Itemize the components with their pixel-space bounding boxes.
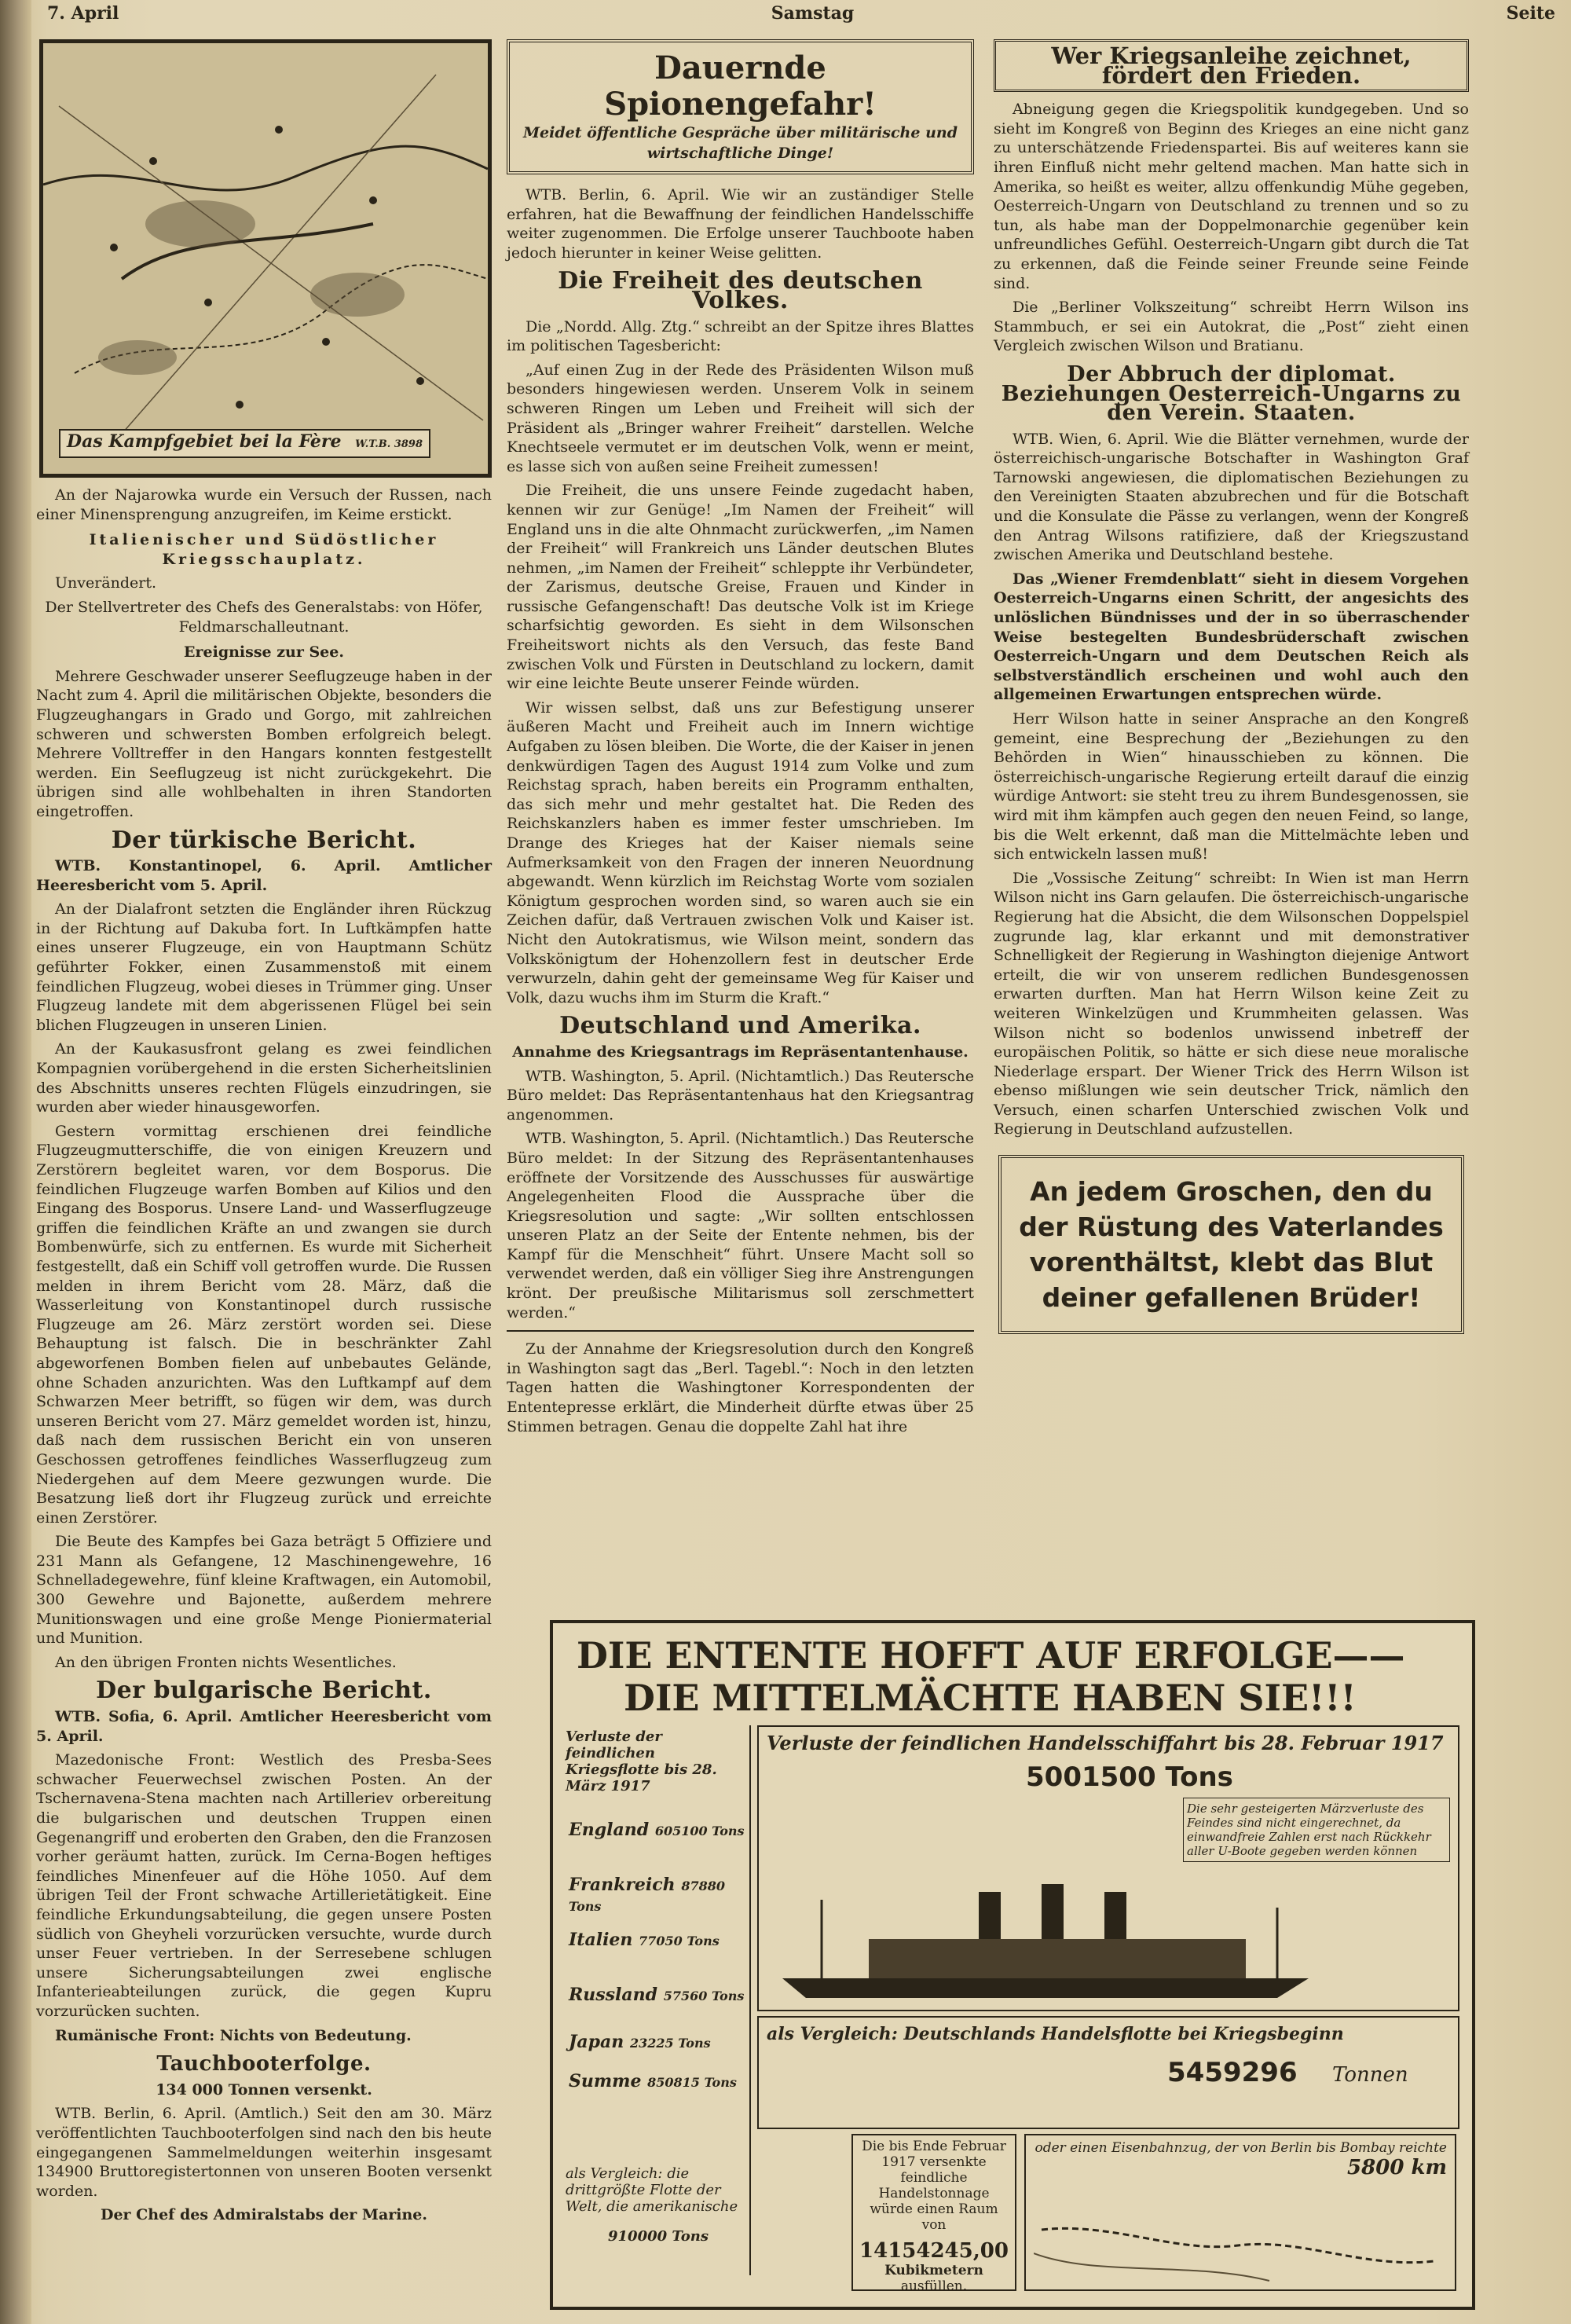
german-fleet-head: als Vergleich: Deutschlands Handelsflotte bei Kriegsbeginn [767, 2024, 1344, 2044]
loss-country: England [569, 1820, 650, 1840]
map-title: Das Kampfgebiet bei la Fère [67, 431, 342, 453]
merchant-losses-head: Verluste der feindlichen Handelsschiffahrt bis 28. Februar 1917 [767, 1732, 1444, 1754]
berlin-armament-text: WTB. Berlin, 6. April. Wie wir an zuständiger Stelle erfahren, hat die Bewaffnung der feindlichen Handelsschiffe weiter zugenommen. Die Erfolge unserer Tauchboote haben jedoch hierunter in keiner Weise gelitten. [507, 186, 974, 262]
train-comparison-value: 5800 km [1347, 2156, 1447, 2179]
loss-row-france [569, 1875, 749, 1915]
loss-country: Italien [569, 1930, 633, 1950]
column-left [36, 39, 492, 2230]
loss-row-england [569, 1820, 745, 1840]
loss-country: Summe [569, 2071, 642, 2091]
battle-map [39, 39, 492, 478]
loss-country: Frankreich [569, 1875, 676, 1895]
column-middle [507, 39, 974, 1441]
cubic-meters-text: Die bis Ende Februar 1917 versenkte feindliche Handelstonnage würde einen Raum von [862, 2139, 1006, 2233]
map-caption [59, 429, 430, 458]
german-fleet-value: 5459296 [1167, 2057, 1298, 2088]
divider [507, 1330, 974, 1332]
infographic-title [577, 1634, 1441, 1719]
amerika-heading: Deutschland und Amerika. [559, 1012, 921, 1040]
loss-country: Russland [569, 1985, 658, 2005]
us-fleet-value: 910000 Tons [608, 2228, 709, 2245]
turk-gaza: Die Beute des Kampfes bei Gaza beträgt 5 Offiziere und 231 Mann als Gefangene, 12 Maschinengewehre, 16 Schnelladegewehre, fünf kleine Kraftwagen, ein Automobil, 300 Gewehre und Bajonette, außerdem mehrere Munitionswagen und eine große Menge Pioniermaterial und Munition. [36, 1533, 492, 1648]
cubic-meters-unit: Kubikmetern [884, 2263, 983, 2278]
merchant-losses-note: Die sehr gesteigerten Märzverluste des Feindes sind nicht eingerechnet, da einwandfreie Zahlen erst nach Rückkehr aller U-Boote gegeben werden können [1183, 1798, 1450, 1862]
najarowka-text: An der Najarowka wurde ein Versuch der Russen, nach einer Minensprengung anzugreifen, im Keime erstickt. [36, 486, 492, 523]
cubic-meters-end: ausfüllen. [900, 2278, 968, 2294]
uboot-signature: Der Chef des Admiralstabs der Marine. [100, 2206, 428, 2224]
warship-losses-head: Verluste der feindlichen Kriegsflotte bis 28. März 1917 [566, 1728, 717, 1794]
sea-heading: Ereignisse zur See. [184, 643, 344, 662]
column-right [994, 39, 1469, 1334]
header-page: Seite [1506, 3, 1555, 24]
loss-value: 605100 Tons [654, 1824, 745, 1838]
turk-kaukasus: An der Kaukasusfront gelang es zwei feindlichen Kompagnien vorübergehend in die ersten Sicherheitslinien des Abschnitts unseres rechten Flügels einzudringen, sie wurden aber wieder hinausgeworfen. [36, 1040, 492, 1116]
amerika-subheading: Annahme des Kriegsantrags im Repräsentantenhause. [512, 1043, 969, 1061]
german-fleet-unit: Tonnen [1332, 2063, 1408, 2087]
ship-illustration [775, 1868, 1324, 2002]
loss-value: 57560 Tons [663, 1989, 745, 2003]
wien-text-2: Das „Wiener Fremdenblatt“ sieht in diesem Vorgehen Oesterreich-Ungarns einen Schritt, der angesichts des unlöslichen Bündnisses und der in so überraschender Weise bestegelten Bundesbrüderschaft zwischen Oesterreich-Ungarn und dem Deutschen Reich als selbstverständlich erscheinen und wohl auch den allgemeinen Erwartungen entsprechen würde. [994, 570, 1469, 704]
merchant-losses-value: 5001500 Tons [1026, 1761, 1233, 1793]
german-fleet-panel [757, 2016, 1459, 2129]
infographic-title-line2: DIE MITTELMÄCHTE HABEN SIE!!! [624, 1677, 1357, 1719]
train-comparison-text: oder einen Eisenbahnzug, der von Berlin bis Bombay reichte [1035, 2140, 1447, 2156]
italy-text: Unverändert. [55, 574, 157, 592]
turk-bosporus: Gestern vormittag erschienen drei feindliche Flugzeugmutterschiffe, die von einigen Kreuzern und Zerstörern begleitet waren, vor dem Bosporus. Die feindlichen Flugzeuge warfen Bomben auf Kilios und den Eingang des Bosporus. Unsere Land- und Wasserflugzeuge griffen die feindlichen Kräfte an und zwangen sie durch Bombenwürfe, sich zu entfernen. Es wurde mit Sicherheit festgestellt, daß ein Schiff voll getroffen wurde. Die Russen melden in ihrem Bericht vom 28. März, daß die Wasserleitung von Konstantinopel durch russische Flugzeuge am 26. März zerstört worden sei. Diese Behauptung ist falsch. Die in beschränkter Zahl abgeworfenen Bomben fielen auf unbebautes Gelände, ohne Schaden anzurichten. Was den Luftkampf auf dem Schwarzen Meer betrifft, so fügen wir dem, was durch unseren Bericht vom 27. März gemeldet worden ist, hinzu, daß nach dem russischen Bericht ein von unseren Geschossen getroffenes feindliches Wasserflugzeug zum Niedergehen auf dem Meere gezwungen wurde. Die Besatzung ließ dort ihr Flugzeug zurück und erreichte einen Zerstörer. [36, 1122, 492, 1527]
freiheit-quote-3: Wir wissen selbst, daß uns zur Befestigung unserer äußeren Macht und Freiheit auch im Innern wichtige Aufgaben zu lösen bleiben. Die Worte, die der Kaiser in jenen denkwürdigen Tagen des August 1914 zum Volke und zum Reichstag sprach, haben bereits ein Programm enthalten, das sich mehr und mehr gestaltet hat. Die Reden des Reichskanzlers haben es immer fester umschrieben. Im Drange des Krieges hat der Kaiser niemals seine Aufmerksamkeit von den Fragen der inneren Neuordnung abgewandt. Wenn kürzlich im Reichstag Worte vom sozialen Königtum gesprochen worden sind, so waren auch sie ein Zeichen dafür, daß Vertrauen zwischen Volk und Kaiser ist. Nicht den Autokratismus, wie Wilson meint, sondern das Volkskönigtum der Hohenzollern fest in deutscher Erde verwurzeln, dahin geht der gemeinsame Weg für Kaiser und Volk, dazu wuchs ihm im Sturm die Kraft.“ [507, 698, 974, 1006]
abbruch-heading: Der Abbruch der diplomat. Beziehungen Oesterreich-Ungarns zu den Verein. Staaten. [1001, 361, 1462, 426]
freiheit-quote-2: Die Freiheit, die uns unsere Feinde zugedacht haben, kennen wir zur Genüge! „Im Namen der Freiheit“ will England uns in die alte Ohnmacht zurückwerfen, „im Namen der Freiheit“ will Frankreich uns Länder deutschen Blutes nehmen, „im Namen der Freiheit“ schleppte ihr Verbündeter, der Zarismus, deutsche Greise, Frauen und Kinder in russische Gefangenschaft! Das deutsche Volk ist im Kriege scharfsichtig geworden. Es sieht in dem Wilsonschen Freiheitswort nichts als den Versuch, das feste Band zwischen Volk und Fürsten in Deutschland zu lockern, damit wir eine leichte Beute unserer Feinde würden. [507, 482, 974, 693]
turk-dateline: WTB. Konstantinopel, 6. April. Amtlicher Heeresbericht vom 5. April. [36, 857, 492, 894]
map-credit: W.T.B. 3898 [355, 438, 423, 451]
signature-text: Der Stellvertreter des Chefs des Generalstabs: von Höfer, Feldmarschalleutnant. [45, 598, 483, 636]
loss-row-sum [569, 2071, 737, 2091]
header-day: Samstag [771, 3, 855, 24]
washington-text-1: WTB. Washington, 5. April. (Nichtamtlich.) Das Reutersche Büro meldet: Das Repräsentantenhaus hat den Kriegsantrag angenommen. [507, 1067, 974, 1124]
binding-edge [0, 0, 31, 2324]
wien-text-1: WTB. Wien, 6. April. Wie die Blätter vernehmen, wurde der österreichisch-ungarische Botschafter in Washington Graf Tarnowski angewiesen, die diplomatischen Beziehungen zu den Vereinigten Staaten abzubrechen und für die Botschaft und die Konsulate die Pässe zu verlangen, wenn der Kongreß den Antrag Wilsons ratifiziere, daß der Kriegszustand zwischen Amerika und Deutschland bestehe. [994, 430, 1469, 564]
freiheit-intro: Die „Nordd. Allg. Ztg.“ schreibt an der Spitze ihres Blattes im politischen Tagesbericht: [507, 317, 974, 355]
map-drawing [43, 43, 488, 474]
sea-text: Mehrere Geschwader unserer Seeflugzeuge haben in der Nacht zum 4. April die militärischen Objekte, besonders die Flugzeughangars in Grado und Gorgo, mit zahlreichen schweren und schwersten Bomben erfolgreich belegt. Mehrere Volltreffer in den Hangars konnten festgestellt werden. Ein Seeflugzeug ist nicht zurückgekehrt. Die übrigen sind alle wohlbehalten in ihren Standorten eingetroffen. [36, 667, 492, 820]
route-map-illustration [1034, 2206, 1442, 2285]
warship-losses-panel [561, 1725, 751, 2275]
page-header [47, 3, 1555, 27]
turk-dialafront: An der Dialafront setzten die Engländer ihren Rückzug in der Richtung auf Dakuba fort. In Luftkämpfen hatte eines unserer Flugzeuge, ein von Hauptmann Schütz geführter Fokker, einen Zusammenstoß mit einem feindlichen Flugzeug, wobei dieses in Trümmer ging. Unser Flugzeug landete mit dem abgerissenen Flügel bei sein blichen Flugzeugen in unseren Linien. [36, 900, 492, 1034]
bulg-dateline: WTB. Sofia, 6. April. Amtlicher Heeresbericht vom 5. April. [36, 1708, 492, 1745]
train-comparison-panel [1024, 2134, 1456, 2291]
vossische-text: Die „Vossische Zeitung“ schreibt: In Wien ist man Herrn Wilson nicht ins Garn gelaufen. Die österreichisch-ungarische Regierung hat die Absicht, die dem Wilsonschen Doppelspiel zugrunde lag, klar erkannt und mit demonstrativer Schnelligkeit der Regierung in Washington diejenige Antwort erteilt, die wir von unserem redlichen Bundesgenossen erwarten durften. Man hat Herrn Wilson keine Zeit zu weiteren Winkelzügen und Krummheiten gelassen. Was Wilson nicht so bodenlos unwissend inbetreff der europäischen Politik, so hätte er sich diese neue moralische Niederlage erspart. Der Wiener Trick des Herrn Wilson ist ebenso mißlungen wie sein deutscher Trick, nämlich den Versuch, einen scharfen Unterschied zwischen Volk und Regierung in Deutschland aufzustellen. [994, 869, 1469, 1138]
bulg-heading: Der bulgarische Bericht. [96, 1677, 432, 1705]
war-bond-slogan: Wer Kriegsanleihe zeichnet, fördert den Frieden. [994, 39, 1469, 92]
loss-row-japan [569, 2032, 711, 2052]
header-date: 7. April [47, 3, 119, 24]
loss-value: 850815 Tons [647, 2075, 737, 2090]
freiheit-quote-1: „Auf einen Zug in der Rede des Präsidenten Wilson muß besonders hingewiesen werden. Unserem Volk in seinem schweren Ringen um Leben und Freiheit will sich der Präsident als „Bringer wahrer Freiheit“ darstellen. Welche Knechtseele vermutet er im deutschen Volk, wenn er meint, es lasse sich von außen seine Freiheit zumessen! [507, 361, 974, 475]
volkszeitung-text: Die „Berliner Volkszeitung“ schreibt Herrn Wilson ins Stammbuch, er sei ein Autokrat, die „Post“ zieht einen Vergleich zwischen Wilson und Bratianu. [994, 299, 1469, 355]
uboot-subheading: 134 000 Tonnen versenkt. [156, 2080, 372, 2099]
spy-warning-box [507, 39, 974, 174]
uboot-text: WTB. Berlin, 6. April. (Amtlich.) Seit den am 30. März veröffentlichten Tauchbooterfolgen sind nach den bis heute eingegangenen Sammelmeldungen weiterhin insgesamt 134900 Bruttoregistertonnen von unseren Booten versenkt worden. [36, 2105, 492, 2200]
blood-appeal-box: An jedem Groschen, den du der Rüstung des Vaterlandes vorenthältst, klebt das Blut deiner gefallenen Brüder! [998, 1155, 1464, 1334]
loss-value: 87880 Tons [569, 1879, 725, 1914]
spy-warning-subtitle: Meidet öffentliche Gespräche über militärische und wirtschaftliche Dinge! [523, 124, 958, 162]
loss-value: 77050 Tons [639, 1934, 720, 1948]
turk-rest: An den übrigen Fronten nichts Wesentliches. [55, 1653, 397, 1671]
cubic-meters-panel [851, 2134, 1016, 2294]
infographic-title-line1: DIE ENTENTE HOFFT AUF ERFOLGE—— [577, 1634, 1405, 1677]
tageblatt-text: Zu der Annahme der Kriegsresolution durch den Kongreß in Washington sagt das „Berl. Tagebl.“: Noch in den letzten Tagen hatten die Washingtoner Korrespondenten der Ententepresse erklärt, die Minderheit dürfte etwas über 25 Stimmen betragen. Genau die doppelte Zahl hat ihre [507, 1340, 974, 1435]
loss-country: Japan [569, 2032, 624, 2052]
freiheit-heading: Die Freiheit des deutschen Volkes. [558, 267, 923, 314]
ship-losses-infographic [550, 1620, 1475, 2310]
turk-heading: Der türkische Bericht. [111, 826, 417, 854]
bulg-romania: Rumänische Front: Nichts von Bedeutung. [55, 2026, 412, 2044]
uboot-heading: Tauchbooterfolge. [156, 2052, 372, 2077]
loss-row-italy [569, 1930, 720, 1950]
spy-warning-title: Dauernde Spionengefahr! [604, 49, 877, 123]
us-fleet-note: als Vergleich: die drittgrößte Flotte der Welt, die amerikanische [566, 2165, 738, 2215]
loss-value: 23225 Tons [629, 2036, 711, 2051]
italy-heading: Italienischer und Südöstlicher Kriegsschauplatz. [89, 531, 439, 568]
merchant-losses-panel [757, 1725, 1459, 2011]
bulg-macedonia: Mazedonische Front: Westlich des Presba-Sees schwacher Feuerwechsel zwischen Posten. An der Tschernavena-Stena machten nach Artilleriev orbereitung die bulgarischen und deutschen Truppen einen Gegenangriff und eroberten den Graben, den die Franzosen vorher geräumt hatten, zurück. Im Cerna-Bogen heftiges feindliches Minenfeuer auf die Höhe 1050. Auf dem übrigen Teil der Front schwache Artillerietätigkeit. Eine feindliche Erkundungsabteilung, die gegen unsere Posten südlich von Gheyheli vorzurücken versuchte, wurde durch unser Feuer vertrieben. In der Serresebene schlugen unsere Sicherungsabteilungen zwei englische Infanterieabteilungen zurück, die gegen Kupru vorzurücken suchten. [36, 1751, 492, 2020]
washington-text-2: WTB. Washington, 5. April. (Nichtamtlich.) Das Reutersche Büro meldet: In der Sitzung des Repräsentantenhauses eröffnete der Vorsitzende des Ausschusses für auswärtige Angelegenheiten Flood die Aussprache über die Kriegsresolution und sagte: „Wir sollten entschlossen unseren Platz an der Seite der Entente nehmen, bis der Kampf für die Menschheit“ führt. Unsere Macht soll so verwendet werden, daß ein völliger Sieg ihre Anstrengungen krönt. Der preußische Militarismus soll zerschmettert werden.“ [507, 1130, 974, 1321]
loss-row-russia [569, 1985, 744, 2005]
congress-text: Abneigung gegen die Kriegspolitik kundgegeben. Und so sieht im Kongreß von Beginn des Krieges an eine nicht ganz zu unterschätzende Friedenspartei. Bis auf weiteres kann sie ihren Einfluß nicht mehr geltend machen. Man hatte sich in Amerika, so heißt es weiter, allzu offenkundig Mühe gegeben, Oesterreich-Ungarn von Deutschland zu trennen und so zu tun, als habe man der Doppelmonarchie gegenüber kein unfreundliches Gefühl. Oesterreich-Ungarn gibt durch die Tat zu erkennen, daß die Feinde seiner Freunde seine Feinde sind. [994, 101, 1469, 292]
wien-text-3: Herr Wilson hatte in seiner Ansprache an den Kongreß gemeint, eine Besprechung der „Beziehungen zu den Behörden in Wien“ hinausschieben zu können. Die österreichisch-ungarische Regierung erteilt darauf die einzig würdige Antwort: sie steht treu zu ihrem Bundesgenossen, sie wird mit ihm kämpfen auch gegen den neuen Feind, so lange, bis die Welt erkennt, daß man die Mittelmächte leben und sich entwickeln lassen muß! [994, 710, 1469, 863]
cubic-meters-value: 14154245,00 [859, 2239, 1009, 2263]
